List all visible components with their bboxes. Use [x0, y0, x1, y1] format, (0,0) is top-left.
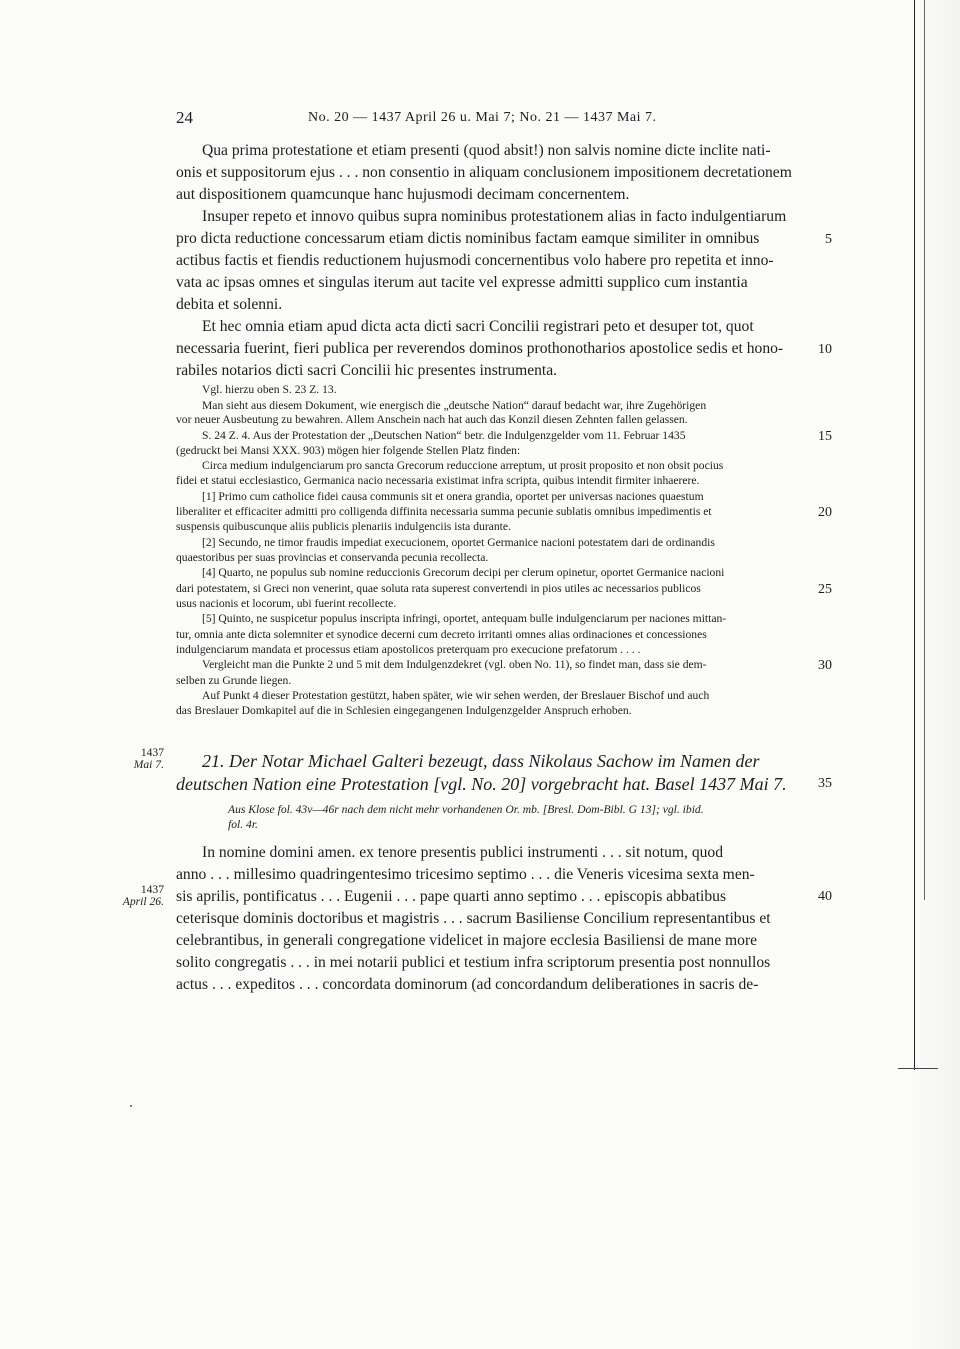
- margin-date-day: Mai 7.: [133, 758, 164, 772]
- note-line: quaestoribus per suas provincias et conservanda pecunia recollecta.: [176, 551, 489, 564]
- note-line: [2] Secundo, ne timor fraudis impediat execucionem, oportet Germanice nacioni potestatem dari de ordinandis: [202, 536, 715, 549]
- note-line: tur, omnia ante dicta solemniter et synodice decerni cum decreto irritanti omnes alias ordinaciones et concessiones: [176, 628, 707, 641]
- margin-date-year: 1437: [140, 883, 164, 896]
- running-head: No. 20 — 1437 April 26 u. Mai 7; No. 21 — 1437 Mai 7.: [308, 110, 657, 125]
- document-title-line: deutschen Nation eine Protestation [vgl. No. 20] vorgebracht hat. Basel 1437 Mai 7.: [176, 774, 787, 794]
- note-line: usus nacionis et locorum, ubi fuerint recollecte.: [176, 597, 397, 610]
- note-line: liberaliter et efficaciter admitti pro colligenda diffinita necessaria summa pecunie sublatis omnibus impedimentis et: [176, 505, 712, 518]
- line-number: 25: [818, 582, 832, 597]
- text-line: debita et solenni.: [176, 296, 283, 313]
- line-number: 20: [818, 505, 832, 520]
- line-number: 40: [818, 889, 832, 904]
- document-title-line: 21. Der Notar Michael Galteri bezeugt, dass Nikolaus Sachow im Namen der: [202, 751, 760, 771]
- text-line: actibus factis et fiendis reductionem hujusmodi concernentibus volo habere pro repetita et inno-: [176, 252, 774, 269]
- source-note: Aus Klose fol. 43v—46r nach dem nicht mehr vorhandenen Or. mb. [Bresl. Dom-Bibl. G 13]; vgl. ibid.: [228, 803, 704, 816]
- scan-speck: [130, 1105, 132, 1107]
- note-line: [5] Quinto, ne suspicetur populus inscripta infringi, oportet, antequam bulle indulgenciarum per naciones mittan-: [202, 612, 727, 625]
- margin-date-year: 1437: [140, 746, 164, 759]
- scan-edge-line: [924, 0, 925, 900]
- text-line: vata ac ipsas omnes et singulas iterum aut tacite vel expresse admitti supplico cum instantia: [176, 274, 748, 291]
- line-number: 35: [818, 776, 832, 791]
- text-line: celebrantibus, in generali congregatione videlicet in majore ecclesia Basiliensi de mane more: [176, 932, 758, 949]
- scan-edge-line: [914, 0, 915, 1070]
- line-number: 15: [818, 429, 832, 444]
- text-line: anno . . . millesimo quadringentesimo tricesimo septimo . . . die Veneris vicesima sexta men-: [176, 866, 755, 883]
- note-line: Auf Punkt 4 dieser Protestation gestützt, haben später, wie wir sehen werden, der Breslauer Bischof und auch: [202, 689, 710, 702]
- note-line: (gedruckt bei Mansi XXX. 903) mögen hier folgende Stellen Platz finden:: [176, 444, 521, 457]
- line-number: 5: [825, 232, 832, 247]
- page-header: [176, 108, 826, 130]
- text-line: ceterisque dominis doctoribus et magistris . . . sacrum Basiliense Concilium representantibus et: [176, 910, 771, 927]
- text-line: actus . . . expeditos . . . concordata dominorum (ad concordandum deliberationes in sacris de-: [176, 976, 759, 993]
- text-line: In nomine domini amen. ex tenore presentis publici instrumenti . . . sit notum, quod: [202, 844, 724, 861]
- text-line: onis et suppositorum ejus . . . non consentio in aliquam conclusionem impositionem decretationem: [176, 164, 792, 181]
- note-line: Man sieht aus diesem Dokument, wie energisch die „deutsche Nation“ darauf bedacht war, ihre Zugehörigen: [202, 399, 707, 412]
- note-line: Circa medium indulgenciarum pro sancta Grecorum reduccione arreptum, ut prosit proposito et non obsit pocius: [202, 459, 724, 472]
- note-line: selben zu Grunde liegen.: [176, 674, 292, 687]
- line-number: 10: [818, 342, 832, 357]
- margin-date: [118, 747, 164, 771]
- text-line: Insuper repeto et innovo quibus supra nominibus protestationem alias in facto indulgentiarum: [202, 208, 787, 225]
- note-line: S. 24 Z. 4. Aus der Protestation der „Deutschen Nation“ betr. die Indulgenzgelder vom 11. Februar 1435: [202, 429, 686, 442]
- note-line: Vergleicht man die Punkte 2 und 5 mit dem Indulgenzdekret (vgl. oben No. 11), so findet man, dass sie dem-: [202, 658, 707, 671]
- scan-edge-line: [898, 1068, 938, 1069]
- note-line: [1] Primo cum catholice fidei causa communis sit et onera grandia, oportet per universas naciones quaestum: [202, 490, 704, 503]
- text-line: sis aprilis, pontificatus . . . Eugenii . . . pape quarti anno septimo . . . episcopis abbatibus: [176, 888, 727, 905]
- source-note: fol. 4r.: [228, 818, 258, 831]
- note-line: vor neuer Ausbeutung zu bewahren. Allem Anschein nach hat auch das Konzil diesen Zehnten fallen gelassen.: [176, 413, 688, 426]
- note-line: dari potestatem, si Greci non venerint, quae soluta rata superest convertendi in pios utiles ac necessarios publicos: [176, 582, 701, 595]
- margin-date-day: April 26.: [122, 895, 164, 909]
- note-line: Vgl. hierzu oben S. 23 Z. 13.: [202, 383, 337, 396]
- note-line: das Breslauer Domkapitel auf die in Schlesien eingegangenen Indulgenzgelder Anspruch erhoben.: [176, 704, 632, 717]
- margin-date: [118, 884, 164, 908]
- text-line: solito congregatis . . . in mei notarii publici et testium infra scriptorum presentia post nonnullos: [176, 954, 771, 971]
- page-number: 24: [176, 108, 193, 127]
- text-line: Et hec omnia etiam apud dicta acta dicti sacri Concilii registrari peto et desuper tot, quot: [202, 318, 754, 335]
- text-line: aut dispositionem quamcunque hanc hujusmodi decimam concernentem.: [176, 186, 630, 203]
- note-line: suspensis quibuscunque aliis publicis plenariis indulgenciis ista durante.: [176, 520, 511, 533]
- text-line: rabiles notarios dicti sacri Concilii hic presentes instrumenta.: [176, 362, 558, 379]
- note-line: fidei et statui ecclesiastico, Germanica nacio necessaria existimat infra scripta, quibus intendit firmiter inhaerere.: [176, 474, 700, 487]
- note-line: [4] Quarto, ne populus sub nomine reduccionis Grecorum decipi per clerum opinetur, oportet Germanice nacioni: [202, 566, 725, 579]
- text-line: pro dicta reductione concessarum etiam dictis nominibus factam eamque similiter in omnibus: [176, 230, 760, 247]
- note-line: indulgenciarum mandata et processus etiam apostolicos preterquam pro execucione prefatorum . . . .: [176, 643, 641, 656]
- line-number: 30: [818, 658, 832, 673]
- text-line: necessaria fuerint, fieri publica per reverendos dominos prothonotharios apostolice sedis et hono-: [176, 340, 784, 357]
- text-line: Qua prima protestatione et etiam presenti (quod absit!) non salvis nomine dicte inclite nati-: [202, 142, 771, 159]
- scan-edge-shadow: [910, 0, 960, 1349]
